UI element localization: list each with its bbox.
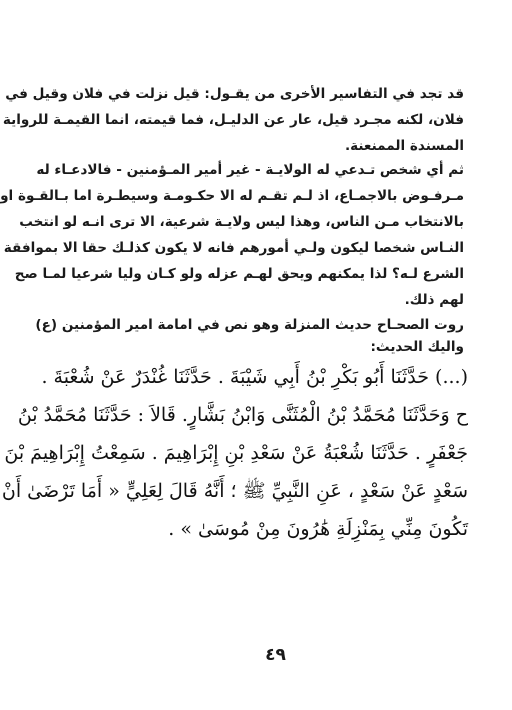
text-line: المسندة الممنعنة. xyxy=(344,138,464,154)
hadith-line: تَكُونَ مِنِّي بِمَنْزِلَةِ هَٰرُونَ مِنْ مُوسَىٰ » . xyxy=(168,518,468,540)
text-line: الشرع لـه؟ لذا يمكنهم ويحق لهـم عزله ولو كـان وليا شرعيا لمـا صح xyxy=(14,266,464,282)
hadith-line: جَعْفَرٍ . حَدَّثَنَا شُعْبَةُ عَنْ سَعْدِ بْنِ إِبْرَاهِيمَ . سَمِعْتُ إِبْرَاهِيمَ بْنَ xyxy=(4,442,468,464)
hadith-line: ح وَحَدَّثَنَا مُحَمَّدُ بْنُ الْمُثَنَّى وَابْنُ بَشَّارٍ. قَالاَ : حَدَّثَنَا مُحَمَّدُ بْنُ xyxy=(17,404,468,426)
text-line: روت الصحـاح حديث المنزلة وهو نص في امامة امير المؤمنين (ع) xyxy=(35,317,464,333)
text-line: بالانتخاب مـن الناس، وهذا ليس ولايـة شرعية، الا ترى انـه لو انتخب xyxy=(19,214,464,230)
text-line: ثم أي شخص تـدعي له الولايـة - غير أمير المـؤمنين - فالادعـاء له xyxy=(36,162,464,178)
page-number: ٤٩ xyxy=(265,645,286,665)
hadith-line: (...) حَدَّثَنَا أَبُو بَكْرِ بْنُ أَبِي شَيْبَةَ . حَدَّثَنَا غُنْدَرٌ عَنْ شُعْبَةَ . xyxy=(41,366,468,388)
text-line: مـرفـوض بالاجمـاع، اذ لـم تقـم له الا حكـومـة وسيطـرة اما بـالقـوة او xyxy=(0,188,464,204)
text-line: النـاس شخصا ليكون ولـي أمورهم فانه لا يكون كذلـك حقا الا بموافقة xyxy=(3,240,464,256)
text-line: قد تجد في التفاسير الأخرى من يقـول: قيل نزلت في فلان وقيل في xyxy=(5,86,464,102)
text-line: واليك الحديث: xyxy=(370,339,464,355)
text-line: فلان، لكنه مجـرد قيل، عار عن الدليـل، فما قيمته، انما القيمـة للرواية xyxy=(2,112,464,128)
hadith-line: سَعْدٍ عَنْ سَعْدٍ ، عَنِ النَّبِيِّ ﷺ ؛ أَنَّهُ قَالَ لِعَلِيٍّ « أَمَا تَرْضَىٰ أَنْ xyxy=(1,480,468,502)
text-line: لهم ذلك. xyxy=(404,292,464,308)
